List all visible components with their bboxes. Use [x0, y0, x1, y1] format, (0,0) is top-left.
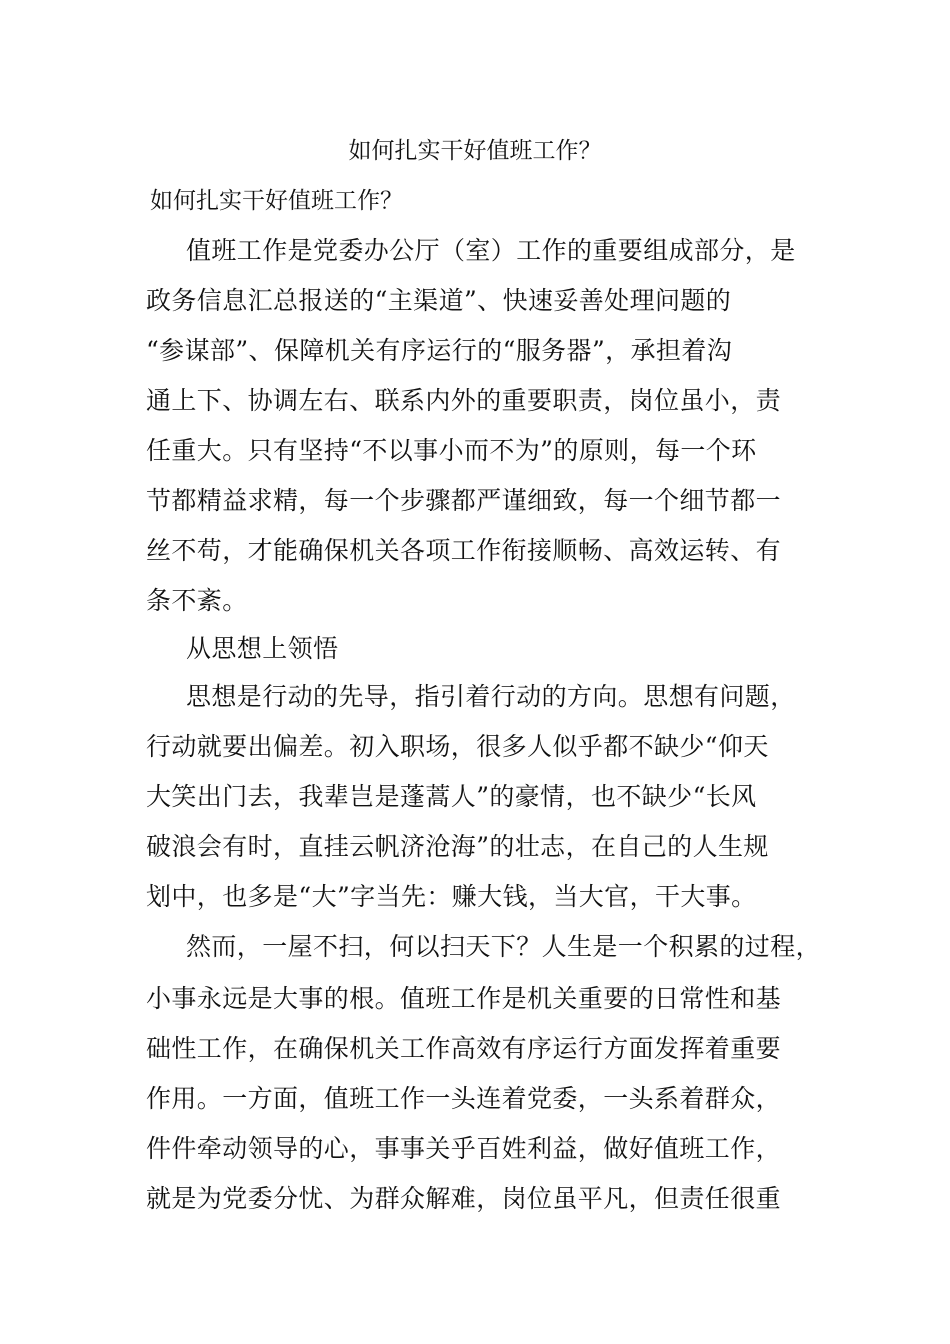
text-line: 划中，也多是“大”字当先：赚大钱，当大官，干大事。: [146, 882, 757, 911]
text-line: “参谋部”、保障机关有序运行的“服务器”，承担着沟: [146, 336, 733, 365]
text-line: 就是为党委分忧、为群众解难，岗位虽平凡，但责任很重: [146, 1184, 782, 1213]
text-line: 思想是行动的先导，指引着行动的方向。思想有问题，: [186, 682, 796, 711]
text-line: 破浪会有时，直挂云帆济沧海”的壮志，在自己的人生规: [146, 832, 769, 861]
text-line: 任重大。只有坚持“不以事小而不为”的原则，每一个环: [146, 436, 757, 465]
text-line: 节都精益求精，每一个步骤都严谨细致，每一个细节都一: [146, 486, 782, 515]
text-line: 通上下、协调左右、联系内外的重要职责，岗位虽小，责: [146, 386, 782, 415]
section-heading: 从思想上领悟: [186, 634, 339, 663]
document-title: 如何扎实干好值班工作？: [348, 138, 602, 164]
text-line: 条不紊。: [146, 586, 248, 615]
document-subtitle: 如何扎实干好值班工作？: [150, 188, 403, 214]
text-line: 件件牵动领导的心，事事关乎百姓利益，做好值班工作，: [146, 1134, 782, 1163]
text-line: 政务信息汇总报送的“主渠道”、快速妥善处理问题的: [146, 286, 732, 315]
text-line: 础性工作，在确保机关工作高效有序运行方面发挥着重要: [146, 1034, 782, 1063]
text-line: 大笑出门去，我辈岂是蓬蒿人”的豪情，也不缺少“长风: [146, 782, 757, 811]
text-line: 行动就要出偏差。初入职场，很多人似乎都不缺少“仰天: [146, 732, 769, 761]
text-line: 然而，一屋不扫，何以扫天下？人生是一个积累的过程，: [186, 932, 822, 961]
text-line: 作用。一方面，值班工作一头连着党委，一头系着群众，: [146, 1084, 782, 1113]
text-line: 值班工作是党委办公厅（室）工作的重要组成部分，是: [186, 236, 796, 265]
text-line: 丝不苟，才能确保机关各项工作衔接顺畅、高效运转、有: [146, 536, 782, 565]
text-line: 小事永远是大事的根。值班工作是机关重要的日常性和基: [146, 984, 782, 1013]
